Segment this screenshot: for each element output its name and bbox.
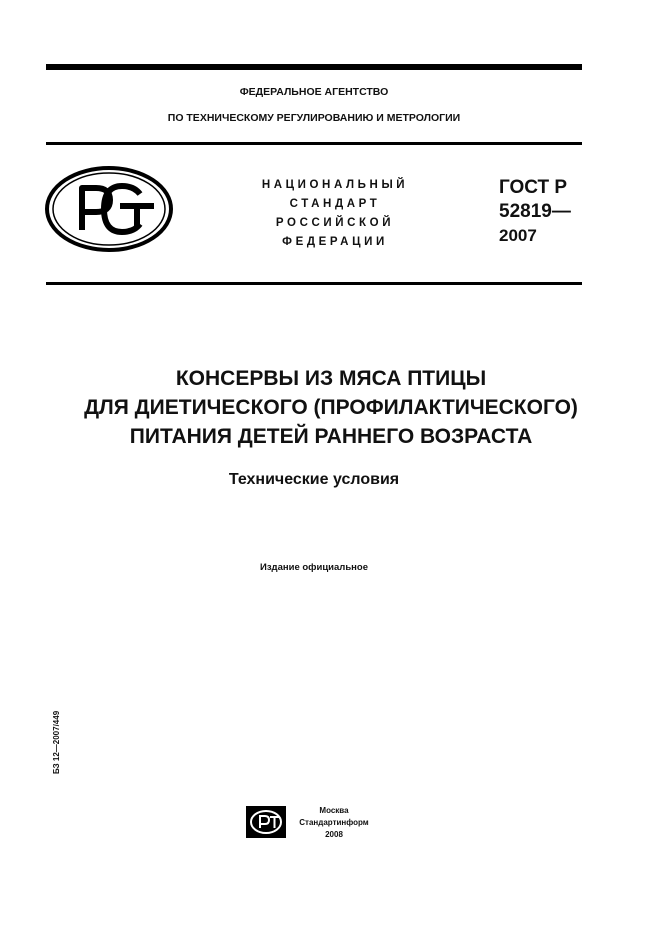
publisher-name: Стандартинформ: [299, 818, 369, 827]
standard-designation: [499, 176, 571, 248]
designation-rule: [46, 282, 582, 285]
designation-year: 2007: [499, 226, 537, 245]
top-rule: [46, 64, 582, 70]
standard-label-line4: ФЕДЕРАЦИИ: [282, 236, 388, 248]
title-line3: ПИТАНИЯ ДЕТЕЙ РАННЕГО ВОЗРАСТА: [129, 425, 533, 448]
designation-number: 52819—: [499, 201, 571, 222]
document-subtitle: Технические условия: [228, 471, 400, 488]
standard-status-label: [246, 176, 424, 252]
standard-label-line1: НАЦИОНАЛЬНЫЙ: [261, 179, 409, 191]
publisher-year: 2008: [325, 830, 343, 839]
edition-note: Издание официальное: [260, 562, 368, 573]
title-line2: ДЛЯ ДИЕТИЧЕСКОГО (ПРОФИЛАКТИЧЕСКОГО): [84, 396, 578, 419]
standard-label-line2: СТАНДАРТ: [289, 198, 381, 210]
agency-name-line2: ПО ТЕХНИЧЕСКОМУ РЕГУЛИРОВАНИЮ И МЕТРОЛОГИИ: [167, 112, 461, 124]
publisher-imprint: [292, 805, 376, 841]
publisher-city: Москва: [319, 806, 349, 815]
standard-label-line3: РОССИЙСКОЙ: [275, 217, 395, 229]
side-catalog-code: БЗ 12—2007/449: [52, 710, 61, 774]
header-rule: [46, 142, 582, 145]
designation-prefix: ГОСТ Р: [499, 177, 568, 198]
agency-name-line1: ФЕДЕРАЛЬНОЕ АГЕНТСТВО: [239, 86, 389, 98]
standartinform-logo-icon: [246, 806, 286, 838]
title-line1: КОНСЕРВЫ ИЗ МЯСА ПТИЦЫ: [175, 367, 487, 390]
gost-r-logo-icon: [44, 166, 174, 252]
document-title: [46, 364, 616, 451]
